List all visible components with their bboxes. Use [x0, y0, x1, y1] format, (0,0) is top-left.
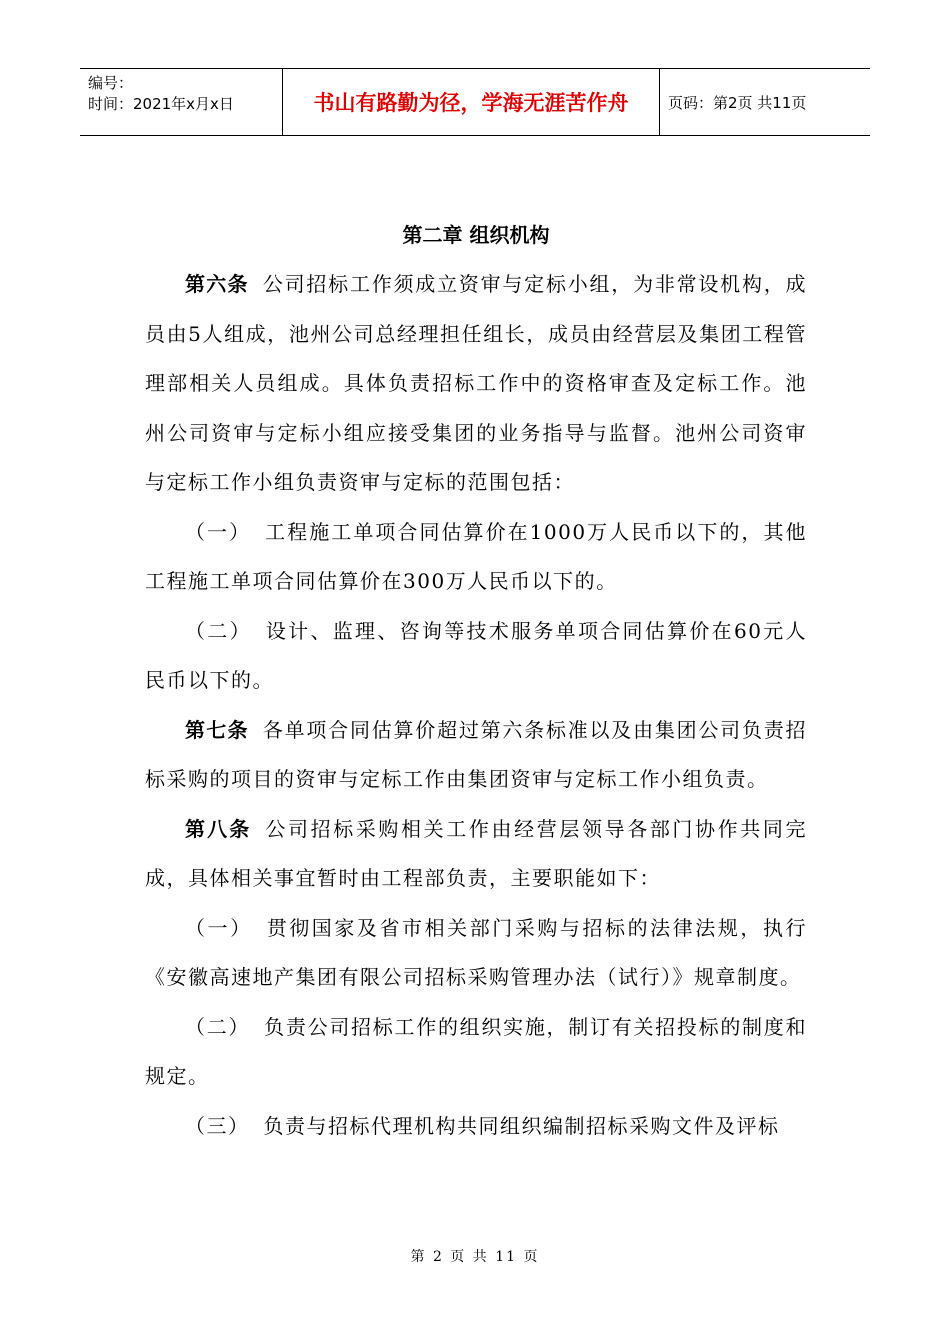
header-motto: 书山有路勤为径，学海无涯苦作舟	[282, 69, 660, 135]
item-text: 贯彻国家及省市相关部门采购与招标的法律法规，执行《安徽高速地产集团有限公司招标采购管理办法（试行）》规章制度。	[145, 915, 808, 989]
item-text: 负责与招标代理机构共同组织编制招标采购文件及评标	[263, 1113, 780, 1138]
document-number-label: 编号：	[88, 74, 134, 92]
chapter-title: 第二章 组织机构	[402, 223, 550, 247]
item-paragraph	[145, 508, 807, 607]
header-meta	[80, 69, 282, 135]
article-text: 公司招标采购相关工作由经营层领导各部门协作共同完成，具体相关事宜暂时由工程部负责，主要职能如下：	[145, 816, 808, 890]
item-text: 设计、监理、咨询等技术服务单项合同估算价在60元人民币以下的。	[145, 618, 807, 692]
item-paragraph	[145, 607, 807, 706]
item-text: 工程施工单项合同估算价在1000万人民币以下的，其他工程施工单项合同估算价在300万人民币以下的。	[145, 519, 808, 593]
item-label: （一）	[185, 915, 253, 940]
item-text: 负责公司招标工作的组织实施，制订有关招投标的制度和规定。	[145, 1014, 808, 1088]
page-footer: 第 2 页 共 11 页	[410, 1249, 540, 1265]
item-paragraph	[145, 1003, 807, 1102]
item-paragraph	[145, 1102, 807, 1152]
article-paragraph	[145, 706, 807, 805]
article-paragraph	[145, 260, 807, 508]
item-label: （二）	[185, 1014, 251, 1039]
document-time-label: 时间：2021年x月x日	[88, 95, 234, 113]
item-label: （一）	[185, 519, 252, 544]
article-text: 公司招标工作须成立资审与定标小组，为非常设机构，成员由5人组成，池州公司总经理担任组长，成员由经营层及集团工程管理部相关人员组成。具体负责招标工作中的资格审查及定标工作。池州公司资审与定标小组应接受集团的业务指导与监督。池州公司资审与定标工作小组负责资审与定标的范围包括：	[145, 272, 808, 494]
article-text: 各单项合同估算价超过第六条标准以及由集团公司负责招标采购的项目的资审与定标工作由集团资审与定标工作小组负责。	[145, 717, 808, 791]
article-label: 第八条	[185, 816, 252, 841]
article-paragraph	[145, 805, 807, 904]
article-label: 第七条	[185, 717, 249, 742]
header-page-info: 页码：第2页 共11页	[668, 93, 807, 112]
item-label: （三）	[185, 1113, 250, 1138]
document-body	[145, 212, 807, 1151]
page-header	[80, 68, 870, 136]
item-paragraph	[145, 904, 807, 1003]
article-label: 第六条	[185, 272, 249, 296]
item-label: （二）	[185, 618, 252, 643]
